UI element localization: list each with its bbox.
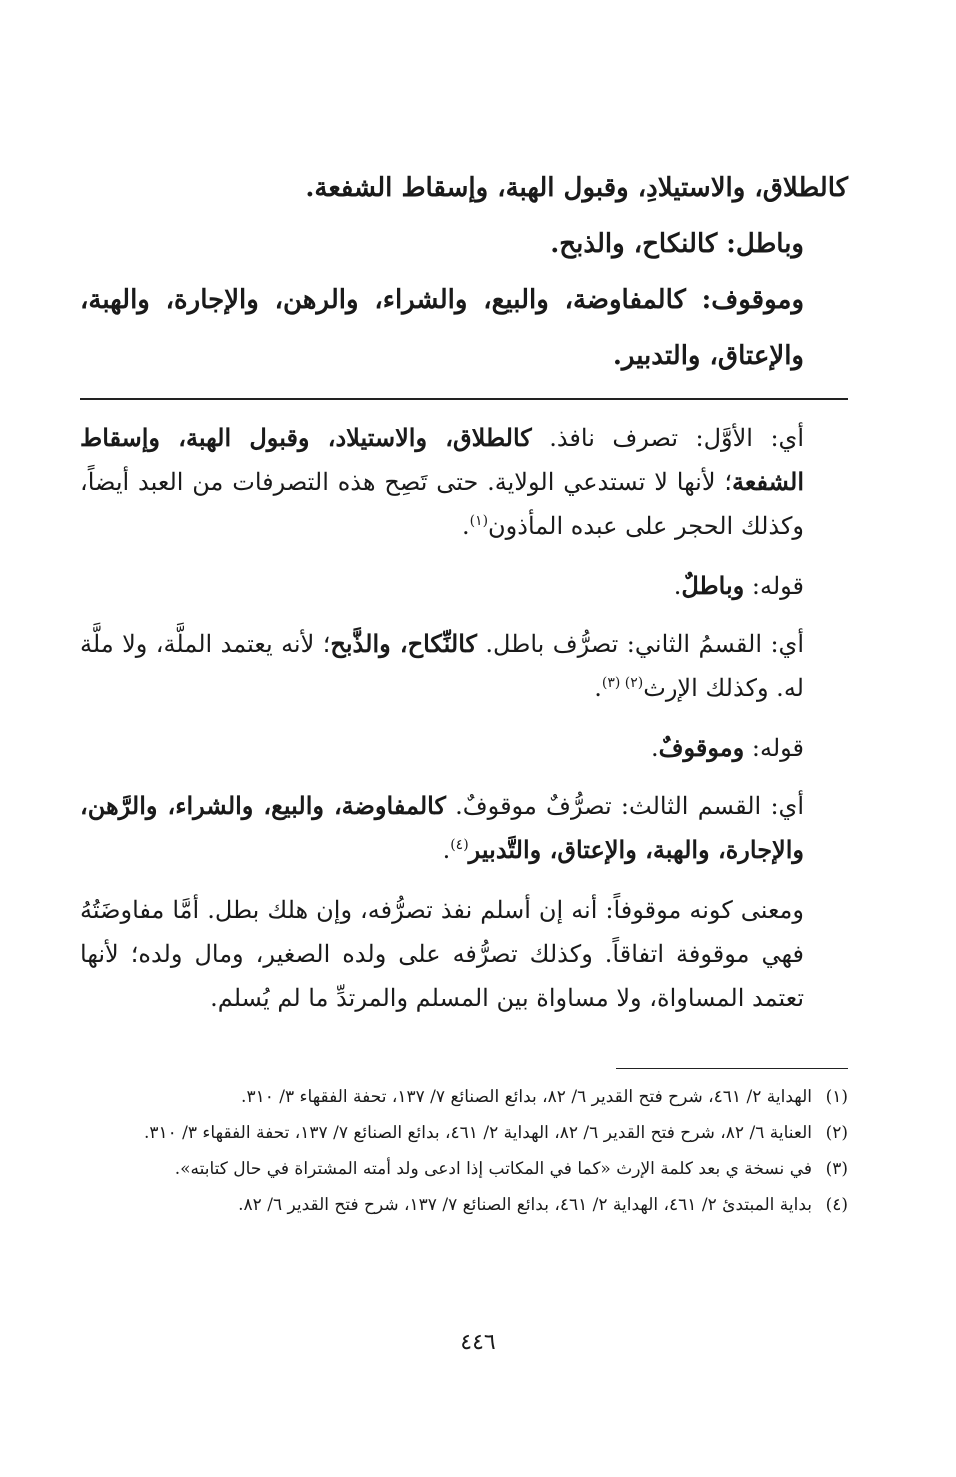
matn-text [80,160,848,384]
matn-divider [80,398,848,400]
sharh-text-span: أي: القسمُ الثاني: تصرُّف باطل. [476,630,805,658]
footnote-divider [616,1068,848,1069]
footnote-ref[interactable]: (٢) (٣) [601,675,644,691]
matn-line-3: وموقوف: كالمفاوضة، والبيع، والشراء، والرهن، والإجارة، والهبة، والإعتاق، والتدبير. [80,285,804,371]
matn-quote: كالمفاوضة، والبيع، والشراء، والرَّهن، والإجارة، والهبة، والإعتاق، والتَّدبير [80,791,804,864]
matn-quote: كالنِّكاح، والذَّبح [330,629,477,658]
matn-quote: وباطلٌ [681,571,745,600]
sharh-paragraph-3 [80,784,848,872]
footnote-item [80,1188,848,1222]
sharh-text [80,416,848,1036]
footnote-text: العناية ٦/ ٨٢، شرح فتح القدير ٦/ ٨٢، الهداية ٢/ ٤٦١، بدائع الصنائع ٧/ ١٣٧، تحفة الفقهاء ٣/ ٣١٠. [143,1123,812,1143]
footnote-ref[interactable]: (٤) [450,837,469,853]
sharh-paragraph-2 [80,622,848,710]
footnote-item [80,1116,848,1150]
footnote-text: في نسخة ي بعد كلمة الإرث «كما في المكاتب إذا ادعى ولد أمته المشتراة في حال كتابته». [174,1159,812,1179]
footnote-number: (٣) [825,1159,848,1179]
sharh-text-span: . [442,836,451,864]
qawl-prefix: قوله: [744,734,804,762]
sharh-text-span: ؛ لأنه يعتمد الملَّة، ولا ملَّة له. وكذلك الإرث [80,630,804,702]
sharh-paragraph-1 [80,416,848,548]
qawl-line-2 [80,726,848,770]
footnote-item [80,1080,848,1114]
sharh-text-span: أي: القسم الثالث: تصرُّفٌ موقوفٌ. [445,792,804,820]
sharh-text-span: أي: الأوَّل: تصرف نافذ. [531,424,804,452]
matn-line-1: كالطلاق، والاستيلادِ، وقبول الهبة، وإسقاط الشفعة. [305,173,848,203]
footnote-text: بداية المبتدئ ٢/ ٤٦١، الهداية ٢/ ٤٦١، بدائع الصنائع ٧/ ١٣٧، شرح فتح القدير ٦/ ٨٢. [238,1195,812,1215]
footnote-number: (١) [825,1087,848,1107]
footnotes [80,1080,848,1224]
sharh-text-span: . [673,572,682,600]
sharh-text-span: . [594,674,602,702]
matn-quote: كالطلاق، والاستيلاد، وقبول الهبة، وإسقاط الشفعة [80,423,804,496]
footnote-ref[interactable]: (١) [469,513,489,529]
sharh-text-span: . [461,512,470,540]
matn-line-2: وباطل: كالنكاح، والذبح. [550,229,804,259]
footnote-text: الهداية ٢/ ٤٦١، شرح فتح القدير ٦/ ٨٢، بدائع الصنائع ٧/ ١٣٧، تحفة الفقهاء ٣/ ٣١٠. [241,1087,812,1107]
sharh-text-span: . [651,734,659,762]
footnote-item [80,1152,848,1186]
matn-quote: وموقوفٌ [658,733,745,762]
page-number: ٤٤٦ [460,1330,496,1355]
footnote-number: (٢) [825,1123,848,1143]
sharh-paragraph-4: ومعنى كونه موقوفاً: أنه إن أسلم نفذ تصرُّفه، وإن هلك بطل. أمَّا مفاوضَتُهُ فهي موقوفة اتفاقاً. وكذلك تصرُّفه على ولده الصغير، ومال ولده؛ لأنها تعتمد المساواة، ولا مساواة بين المسلم والمرتدِّ ما لم يُسلم. [80,896,804,1012]
qawl-line-1 [80,564,848,608]
qawl-prefix: قوله: [744,572,804,600]
sharh-text-span: ؛ لأنها لا تستدعي الولاية. حتى تَصِح هذه التصرفات من العبد أيضاً، وكذلك الحجر على عبده المأذون [80,468,804,540]
footnote-number: (٤) [825,1195,848,1215]
